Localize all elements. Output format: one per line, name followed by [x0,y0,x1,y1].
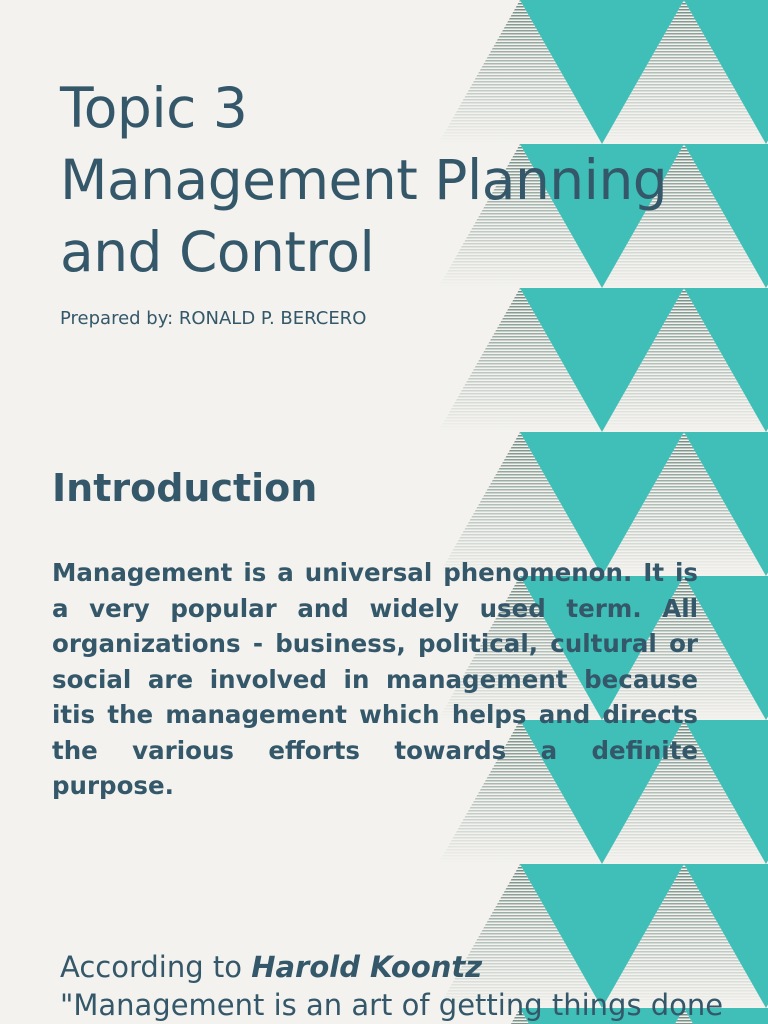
quote-text: "Management is an art of getting things done [60,988,724,1022]
title-line-3: and Control [60,220,375,284]
title-block [60,72,667,288]
quote-prefix: According to [60,950,252,984]
title-line-1: Topic 3 [60,76,248,140]
prepared-by: Prepared by: RONALD P. BERCERO [60,308,367,329]
title-line-2: Management Planning [60,148,668,212]
quote-author: Harold Koontz [251,950,483,984]
introduction-paragraph: Management is a universal phenomenon. It is a very popular and widely used term. All organizations - business, political, cultural or social are involved in management because itis the management which helps and directs the various efforts towards a definite purpose. [52,558,698,800]
introduction-heading: Introduction [52,466,318,510]
quote-attribution [60,948,723,986]
quote-block [60,948,723,1024]
